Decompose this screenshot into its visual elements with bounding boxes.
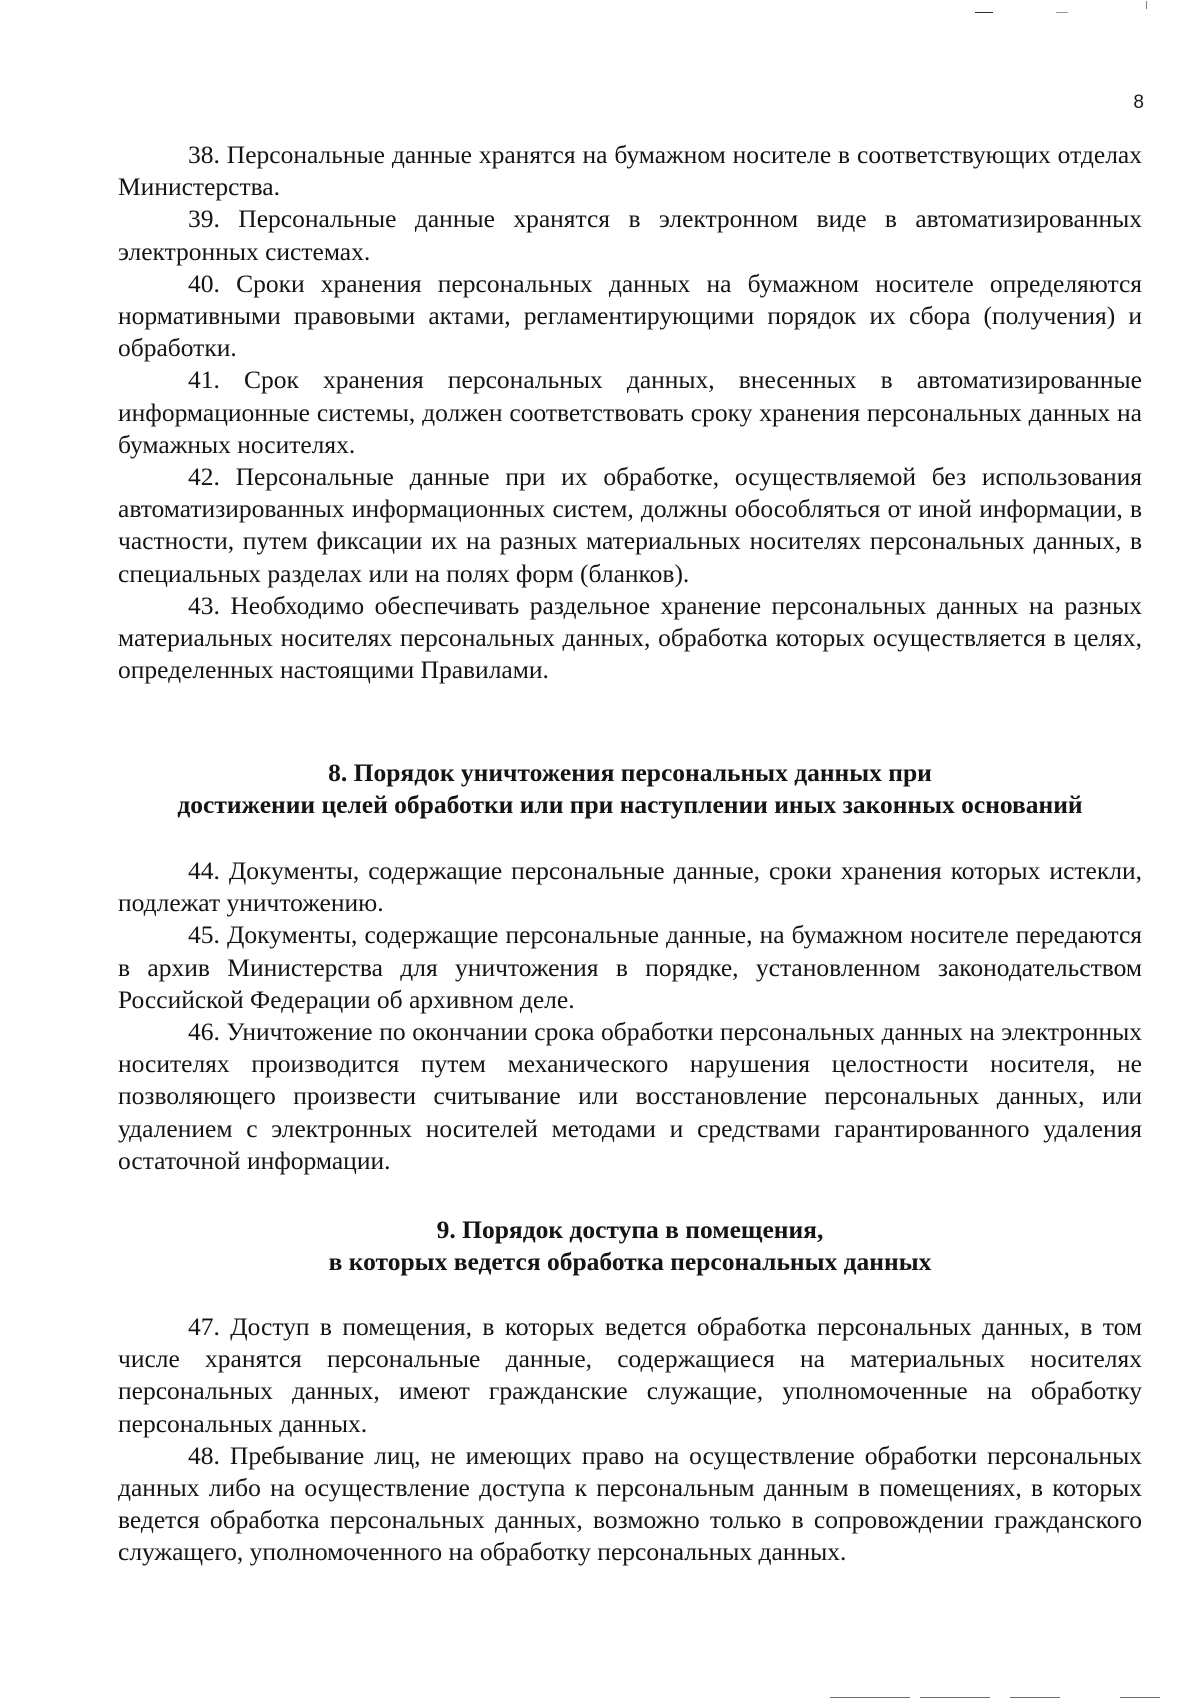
- page-number: 8: [1133, 92, 1144, 113]
- paragraph-46: 46. Уничтожение по окончании срока обработки персональных данных на электронных носителях производится путем механического нарушения целостности носителя, не позволяющего произвести считывание или восстановление персональных данных, или удалением с электронных носителей методами и средствами гарантированного удаления остаточной информации.: [118, 1017, 1142, 1175]
- section-9-heading-line-2: в которых ведется обработка персональных данных: [328, 1247, 932, 1277]
- section-8-heading-line-2: достижении целей обработки или при наступлении иных законных оснований: [177, 790, 1083, 820]
- section-9-heading: [118, 1214, 1142, 1278]
- paragraphs-47-48: [118, 1311, 1142, 1569]
- scan-artifact: [1010, 1697, 1060, 1698]
- scan-artifact: [975, 12, 993, 13]
- paragraph-40: 40. Сроки хранения персональных данных на бумажном носителе определяются нормативными правовыми актами, регламентирующими порядок их сбора (получения) и обработки.: [118, 268, 1142, 363]
- section-8-heading: [118, 757, 1142, 821]
- paragraph-48: 48. Пребывание лиц, не имеющих право на осуществление обработки персональных данных либо на осуществление доступа к персональным данным в помещениях, в которых ведется обработка персональных данных, возможно только в сопровождении гражданского служащего, уполномоченного на обработку персональных данных.: [118, 1440, 1142, 1567]
- section-9-heading-line-1: 9. Порядок доступа в помещения,: [436, 1215, 824, 1244]
- scan-artifact: [1146, 1, 1147, 9]
- paragraph-43: 43. Необходимо обеспечивать раздельное хранение персональных данных на разных материальных носителях персональных данных, обработка которых осуществляется в целях, определенных настоящими Правилами.: [118, 590, 1142, 685]
- paragraph-47: 47. Доступ в помещения, в которых ведется обработка персональных данных, в том числе хранятся персональные данные, содержащиеся на материальных носителях персональных данных, имеют гражданские служащие, уполномоченные на обработку персональных данных.: [118, 1312, 1142, 1438]
- section-8-heading-line-1: 8. Порядок уничтожения персональных данных при: [328, 758, 932, 787]
- paragraph-44: 44. Документы, содержащие персональные данные, сроки хранения которых истекли, подлежат уничтожению.: [118, 856, 1142, 918]
- scan-artifact: [830, 1697, 910, 1698]
- scan-artifact: [1056, 12, 1068, 13]
- paragraph-39: 39. Персональные данные хранятся в электронном виде в автоматизированных электронных системах.: [118, 204, 1142, 266]
- scan-artifact: [1120, 1697, 1160, 1698]
- paragraph-45: 45. Документы, содержащие персональные данные, на бумажном носителе передаются в архив Министерства для уничтожения в порядке, установленном законодательством Российской Федерации об архивном деле.: [118, 920, 1142, 1014]
- paragraph-38: 38. Персональные данные хранятся на бумажном носителе в соответствующих отделах Министерства.: [118, 140, 1142, 202]
- scan-artifact: [920, 1697, 990, 1698]
- paragraphs-44-46: [118, 855, 1142, 1177]
- paragraph-41: 41. Срок хранения персональных данных, внесенных в автоматизированные информационные системы, должен соответствовать сроку хранения персональных данных на бумажных носителях.: [118, 365, 1142, 459]
- paragraph-42: 42. Персональные данные при их обработке, осуществляемой без использования автоматизированных информационных систем, должны обособляться от иной информации, в частности, путем фиксации их на разных материальных носителях персональных данных, в специальных разделах или на полях форм (бланков).: [118, 462, 1142, 588]
- paragraphs-38-43: [118, 139, 1142, 686]
